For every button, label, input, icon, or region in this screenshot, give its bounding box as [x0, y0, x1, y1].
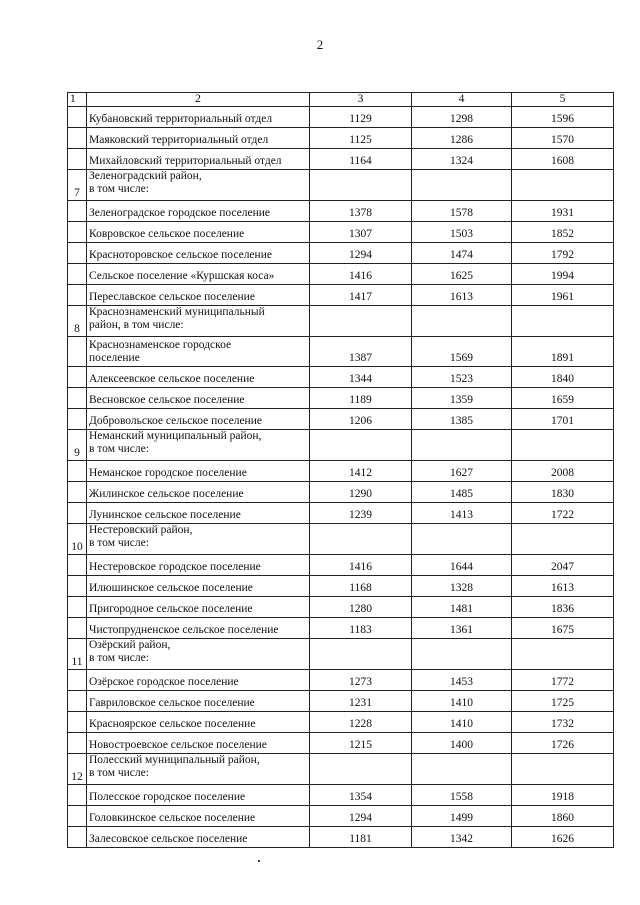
row-name-cell: Краснознаменский муниципальный район, в том числе:	[87, 306, 310, 337]
table-row	[68, 128, 614, 149]
table-row	[68, 618, 614, 639]
row-name-cell: Лунинское сельское поселение	[87, 503, 310, 524]
value-cell-col3: 1181	[310, 827, 412, 848]
value-cell-col4: 1413	[412, 503, 512, 524]
row-name-cell: Ковровское сельское поселение	[87, 222, 310, 243]
value-cell-col4: 1569	[412, 337, 512, 367]
row-name-cell: Зеленоградский район, в том числе:	[87, 170, 310, 201]
value-cell-col3: 1231	[310, 691, 412, 712]
value-cell-col4: 1578	[412, 201, 512, 222]
value-cell-col5	[512, 170, 614, 201]
value-cell-col3: 1307	[310, 222, 412, 243]
value-cell-col4: 1485	[412, 482, 512, 503]
value-cell-col4	[412, 430, 512, 461]
table-row	[68, 670, 614, 691]
value-cell-col5: 1626	[512, 827, 614, 848]
table-row	[68, 409, 614, 430]
value-cell-col5: 2008	[512, 461, 614, 482]
value-cell-col5	[512, 524, 614, 555]
table-row	[68, 785, 614, 806]
table-row	[68, 222, 614, 243]
row-name-cell: Нестеровский район, в том числе:	[87, 524, 310, 555]
row-number-cell	[68, 222, 87, 243]
table-row	[68, 388, 614, 409]
value-cell-col3: 1412	[310, 461, 412, 482]
value-cell-col3: 1228	[310, 712, 412, 733]
value-cell-col5: 1891	[512, 337, 614, 367]
row-name-cell: Жилинское сельское поселение	[87, 482, 310, 503]
value-cell-col4: 1342	[412, 827, 512, 848]
value-cell-col5: 1852	[512, 222, 614, 243]
table-row	[68, 201, 614, 222]
row-name-cell: Неманское городское поселение	[87, 461, 310, 482]
row-number-cell	[68, 243, 87, 264]
table-row	[68, 107, 614, 128]
value-cell-col3	[310, 524, 412, 555]
row-name-cell: Зеленоградское городское поселение	[87, 201, 310, 222]
value-cell-col3: 1280	[310, 597, 412, 618]
table-group-row	[68, 430, 614, 461]
value-cell-col4: 1625	[412, 264, 512, 285]
row-number-cell: 11	[68, 639, 87, 670]
table-row	[68, 149, 614, 170]
row-name-cell: Головкинское сельское поселение	[87, 806, 310, 827]
row-number-cell	[68, 597, 87, 618]
value-cell-col3: 1189	[310, 388, 412, 409]
value-cell-col4: 1503	[412, 222, 512, 243]
table-group-row	[68, 754, 614, 785]
header-cell: 2	[87, 93, 310, 107]
table-group-row	[68, 524, 614, 555]
row-name-cell: Озёрское городское поселение	[87, 670, 310, 691]
value-cell-col4: 1324	[412, 149, 512, 170]
value-cell-col3: 1125	[310, 128, 412, 149]
row-number-cell: 12	[68, 754, 87, 785]
value-cell-col3: 1344	[310, 367, 412, 388]
value-cell-col4: 1499	[412, 806, 512, 827]
value-cell-col3: 1416	[310, 264, 412, 285]
row-name-cell: Алексеевское сельское поселение	[87, 367, 310, 388]
row-name-cell: Сельское поселение «Куршская коса»	[87, 264, 310, 285]
row-number-cell: 8	[68, 306, 87, 337]
value-cell-col4: 1453	[412, 670, 512, 691]
row-name-cell: Маяковский территориальный отдел	[87, 128, 310, 149]
row-number-cell	[68, 503, 87, 524]
row-name-cell: Чистопрудненское сельское поселение	[87, 618, 310, 639]
row-number-cell	[68, 409, 87, 430]
table-row	[68, 337, 614, 367]
value-cell-col4: 1410	[412, 691, 512, 712]
value-cell-col5	[512, 754, 614, 785]
value-cell-col5: 1596	[512, 107, 614, 128]
value-cell-col5	[512, 306, 614, 337]
value-cell-col4	[412, 524, 512, 555]
stray-mark	[258, 860, 260, 862]
table-row	[68, 576, 614, 597]
table-row	[68, 482, 614, 503]
value-cell-col4: 1410	[412, 712, 512, 733]
header-cell: 3	[310, 93, 412, 107]
value-cell-col3: 1273	[310, 670, 412, 691]
value-cell-col5: 1961	[512, 285, 614, 306]
header-cell: 1	[68, 93, 87, 107]
value-cell-col4: 1481	[412, 597, 512, 618]
row-name-cell: Новостроевское сельское поселение	[87, 733, 310, 754]
table-row	[68, 503, 614, 524]
row-number-cell	[68, 733, 87, 754]
value-cell-col5: 2047	[512, 555, 614, 576]
value-cell-col5: 1772	[512, 670, 614, 691]
value-cell-col5: 1726	[512, 733, 614, 754]
row-number-cell	[68, 785, 87, 806]
table-row	[68, 367, 614, 388]
row-name-cell: Добровольское сельское поселение	[87, 409, 310, 430]
value-cell-col5: 1613	[512, 576, 614, 597]
row-number-cell	[68, 264, 87, 285]
row-number-cell	[68, 691, 87, 712]
table-row	[68, 691, 614, 712]
row-number-cell: 9	[68, 430, 87, 461]
value-cell-col5: 1931	[512, 201, 614, 222]
value-cell-col3: 1129	[310, 107, 412, 128]
value-cell-col3: 1354	[310, 785, 412, 806]
value-cell-col5: 1675	[512, 618, 614, 639]
value-cell-col5: 1994	[512, 264, 614, 285]
row-number-cell	[68, 670, 87, 691]
value-cell-col4: 1523	[412, 367, 512, 388]
value-cell-col5: 1608	[512, 149, 614, 170]
value-cell-col5: 1701	[512, 409, 614, 430]
value-cell-col4	[412, 170, 512, 201]
table-row	[68, 597, 614, 618]
value-cell-col5: 1830	[512, 482, 614, 503]
row-number-cell	[68, 827, 87, 848]
row-number-cell	[68, 618, 87, 639]
table-row	[68, 712, 614, 733]
table-header-row	[68, 93, 614, 107]
value-cell-col5: 1732	[512, 712, 614, 733]
header-cell: 4	[412, 93, 512, 107]
value-cell-col4	[412, 754, 512, 785]
value-cell-col3: 1206	[310, 409, 412, 430]
page-number: 2	[316, 37, 324, 52]
table-group-row	[68, 639, 614, 670]
row-number-cell: 7	[68, 170, 87, 201]
row-number-cell	[68, 107, 87, 128]
row-name-cell: Неманский муниципальный район, в том числе:	[87, 430, 310, 461]
data-table	[67, 92, 614, 848]
value-cell-col4: 1359	[412, 388, 512, 409]
row-name-cell: Красноторовское сельское поселение	[87, 243, 310, 264]
table-row	[68, 733, 614, 754]
row-number-cell	[68, 712, 87, 733]
row-name-cell: Илюшинское сельское поселение	[87, 576, 310, 597]
value-cell-col3	[310, 306, 412, 337]
value-cell-col3: 1239	[310, 503, 412, 524]
value-cell-col4	[412, 639, 512, 670]
row-number-cell	[68, 201, 87, 222]
value-cell-col4: 1385	[412, 409, 512, 430]
value-cell-col3: 1294	[310, 806, 412, 827]
value-cell-col5: 1860	[512, 806, 614, 827]
value-cell-col5: 1792	[512, 243, 614, 264]
table-row	[68, 806, 614, 827]
row-name-cell: Весновское сельское поселение	[87, 388, 310, 409]
row-number-cell	[68, 149, 87, 170]
table-row	[68, 285, 614, 306]
row-name-cell: Пригородное сельское поселение	[87, 597, 310, 618]
value-cell-col3: 1168	[310, 576, 412, 597]
table-group-row	[68, 306, 614, 337]
value-cell-col3: 1183	[310, 618, 412, 639]
row-name-cell: Переславское сельское поселение	[87, 285, 310, 306]
value-cell-col4: 1361	[412, 618, 512, 639]
value-cell-col5: 1918	[512, 785, 614, 806]
row-name-cell: Озёрский район, в том числе:	[87, 639, 310, 670]
value-cell-col4: 1286	[412, 128, 512, 149]
row-name-cell: Гавриловское сельское поселение	[87, 691, 310, 712]
row-number-cell	[68, 576, 87, 597]
row-name-cell: Полесское городское поселение	[87, 785, 310, 806]
row-name-cell: Краснознаменское городское поселение	[87, 337, 310, 367]
row-name-cell: Нестеровское городское поселение	[87, 555, 310, 576]
row-name-cell: Кубановский территориальный отдел	[87, 107, 310, 128]
value-cell-col3: 1215	[310, 733, 412, 754]
value-cell-col3: 1387	[310, 337, 412, 367]
row-number-cell	[68, 337, 87, 367]
value-cell-col3: 1378	[310, 201, 412, 222]
value-cell-col3	[310, 754, 412, 785]
value-cell-col4	[412, 306, 512, 337]
value-cell-col5	[512, 639, 614, 670]
value-cell-col4: 1644	[412, 555, 512, 576]
value-cell-col5	[512, 430, 614, 461]
row-number-cell	[68, 367, 87, 388]
table-row	[68, 264, 614, 285]
value-cell-col3: 1294	[310, 243, 412, 264]
value-cell-col4: 1400	[412, 733, 512, 754]
value-cell-col3: 1416	[310, 555, 412, 576]
value-cell-col5: 1836	[512, 597, 614, 618]
header-cell: 5	[512, 93, 614, 107]
table-row	[68, 461, 614, 482]
value-cell-col3	[310, 170, 412, 201]
row-number-cell	[68, 388, 87, 409]
value-cell-col3	[310, 639, 412, 670]
row-number-cell: 10	[68, 524, 87, 555]
value-cell-col4: 1627	[412, 461, 512, 482]
row-number-cell	[68, 806, 87, 827]
row-number-cell	[68, 555, 87, 576]
value-cell-col5: 1570	[512, 128, 614, 149]
value-cell-col4: 1298	[412, 107, 512, 128]
row-name-cell: Залесовское сельское поселение	[87, 827, 310, 848]
value-cell-col5: 1722	[512, 503, 614, 524]
row-number-cell	[68, 461, 87, 482]
row-name-cell: Красноярское сельское поселение	[87, 712, 310, 733]
table-row	[68, 827, 614, 848]
value-cell-col5: 1840	[512, 367, 614, 388]
table-row	[68, 243, 614, 264]
value-cell-col4: 1558	[412, 785, 512, 806]
value-cell-col4: 1613	[412, 285, 512, 306]
row-name-cell: Полесский муниципальный район, в том числе:	[87, 754, 310, 785]
table-row	[68, 555, 614, 576]
row-name-cell: Михайловский территориальный отдел	[87, 149, 310, 170]
value-cell-col3	[310, 430, 412, 461]
value-cell-col5: 1725	[512, 691, 614, 712]
value-cell-col3: 1164	[310, 149, 412, 170]
table-group-row	[68, 170, 614, 201]
row-number-cell	[68, 482, 87, 503]
value-cell-col3: 1290	[310, 482, 412, 503]
row-number-cell	[68, 285, 87, 306]
value-cell-col4: 1474	[412, 243, 512, 264]
value-cell-col4: 1328	[412, 576, 512, 597]
value-cell-col5: 1659	[512, 388, 614, 409]
value-cell-col3: 1417	[310, 285, 412, 306]
row-number-cell	[68, 128, 87, 149]
